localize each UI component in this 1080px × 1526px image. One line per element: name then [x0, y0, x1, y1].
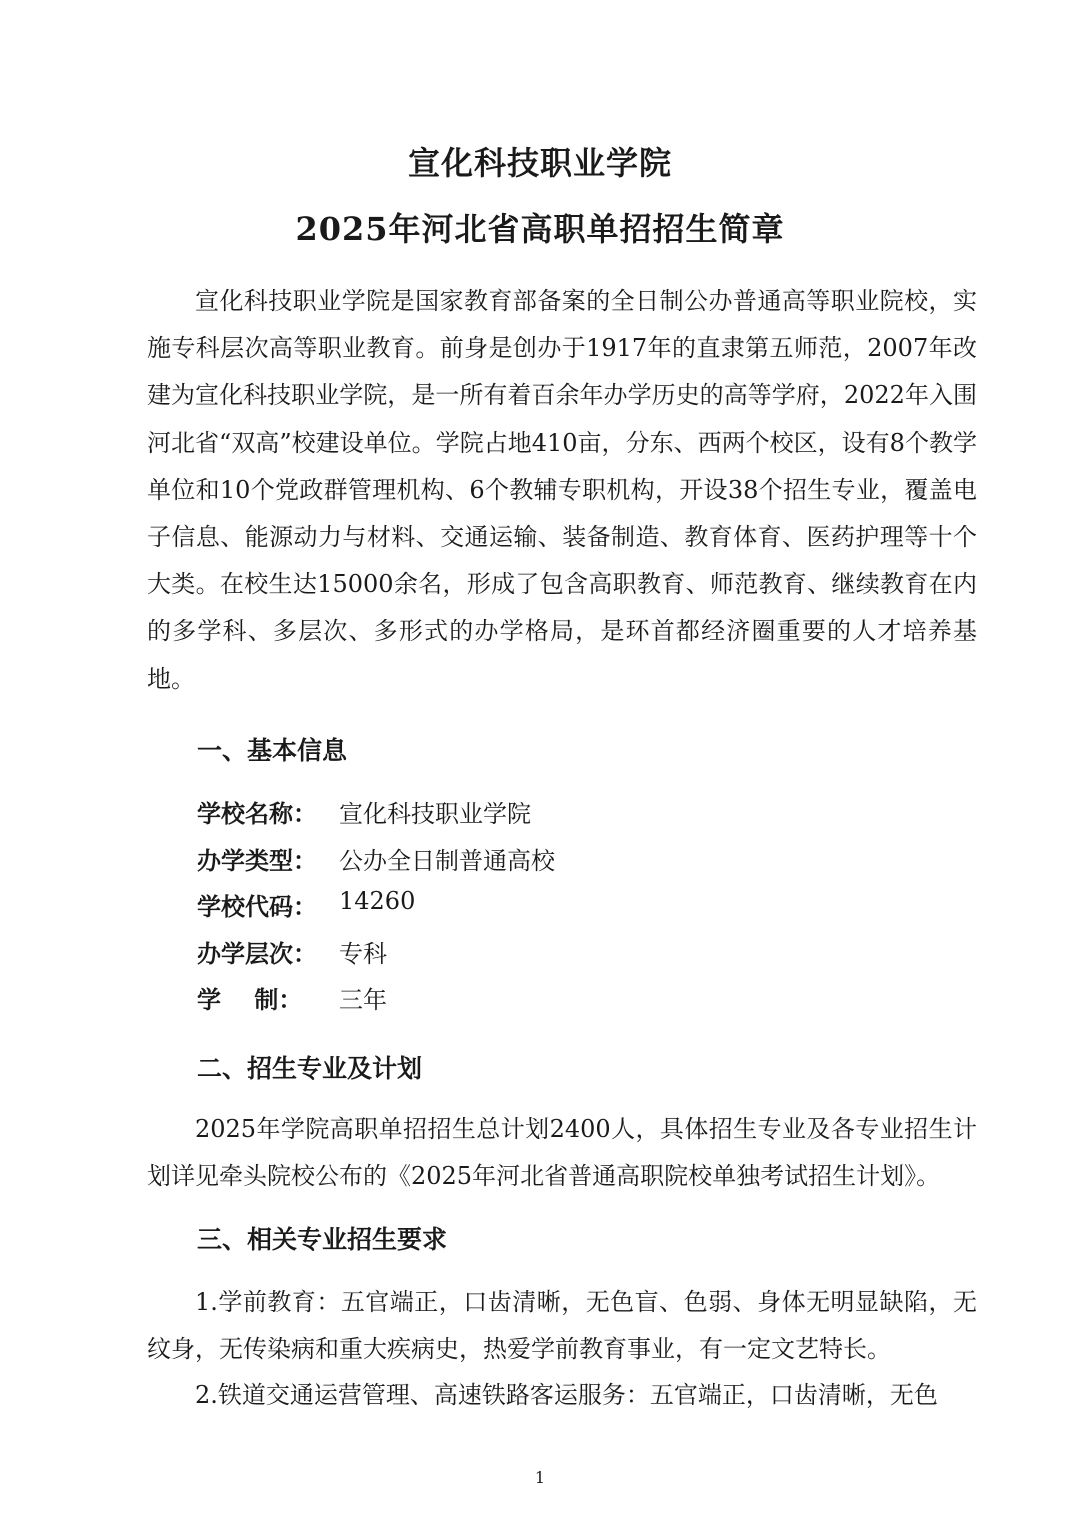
section-heading-requirements: 三、相关专业招生要求 [197, 1225, 448, 1254]
info-label: 办学类型： [197, 845, 317, 875]
section-heading-basic-info: 一、基本信息 [197, 736, 348, 765]
info-label: 学 制： [197, 985, 303, 1014]
info-value: 公办全日制普通高校 [339, 846, 555, 875]
info-label: 办学层次： [197, 938, 317, 968]
requirement-item: 1.学前教育：五官端正，口齿清晰，无色盲、色弱、身体无明显缺陷，无纹身，无传染病和重大疾病史，热爱学前教育事业，有一定文艺特长。 [147, 1288, 977, 1363]
info-value: 14260 [339, 887, 416, 915]
info-value: 专科 [339, 939, 387, 968]
intro-paragraph: 宣化科技职业学院是国家教育部备案的全日制公办普通高等职业院校，实施专科层次高等职业教育。前身是创办于1917年的直隶第五师范，2007年改建为宣化科技职业学院，是一所有着百余年办学历史的高等学府，2022年入围河北省“双高”校建设单位。学院占地410亩，分东、西两个校区，设有8个教学单位和10个党政群管理机构、6个教辅专职机构，开设38个招生专业，覆盖电子信息、能源动力与材料、交通运输、装备制造、教育体育、医药护理等十个大类。在校生达15000余名，形成了包含高职教育、师范教育、继续教育在内的多学科、多层次、多形式的办学格局，是环首都经济圈重要的人才培养基地。 [147, 287, 977, 693]
document-subtitle: 2025年河北省高职单招招生简章 [295, 210, 785, 248]
info-row-school-level [197, 934, 555, 981]
info-value: 宣化科技职业学院 [339, 800, 531, 828]
majors-plan-paragraph: 2025年学院高职单招招生总计划2400人，具体招生专业及各专业招生计划详见牵头院校公布的《2025年河北省普通高职院校单独考试招生计划》。 [147, 1115, 977, 1190]
info-row-duration [197, 980, 555, 1027]
info-row-school-type [197, 841, 555, 888]
info-value: 三年 [339, 986, 387, 1014]
requirement-item: 2.铁道交通运营管理、高速铁路客运服务：五官端正，口齿清晰，无色 [195, 1381, 938, 1409]
document-title: 宣化科技职业学院 [407, 144, 672, 182]
info-row-school-code [197, 887, 555, 934]
info-row-school-name [197, 794, 555, 841]
info-label: 学校代码： [197, 892, 317, 921]
info-label: 学校名称： [197, 799, 317, 828]
page-number: 1 [534, 1468, 546, 1487]
basic-info-list [197, 794, 555, 1027]
section-heading-majors-plan: 二、招生专业及计划 [197, 1054, 423, 1083]
